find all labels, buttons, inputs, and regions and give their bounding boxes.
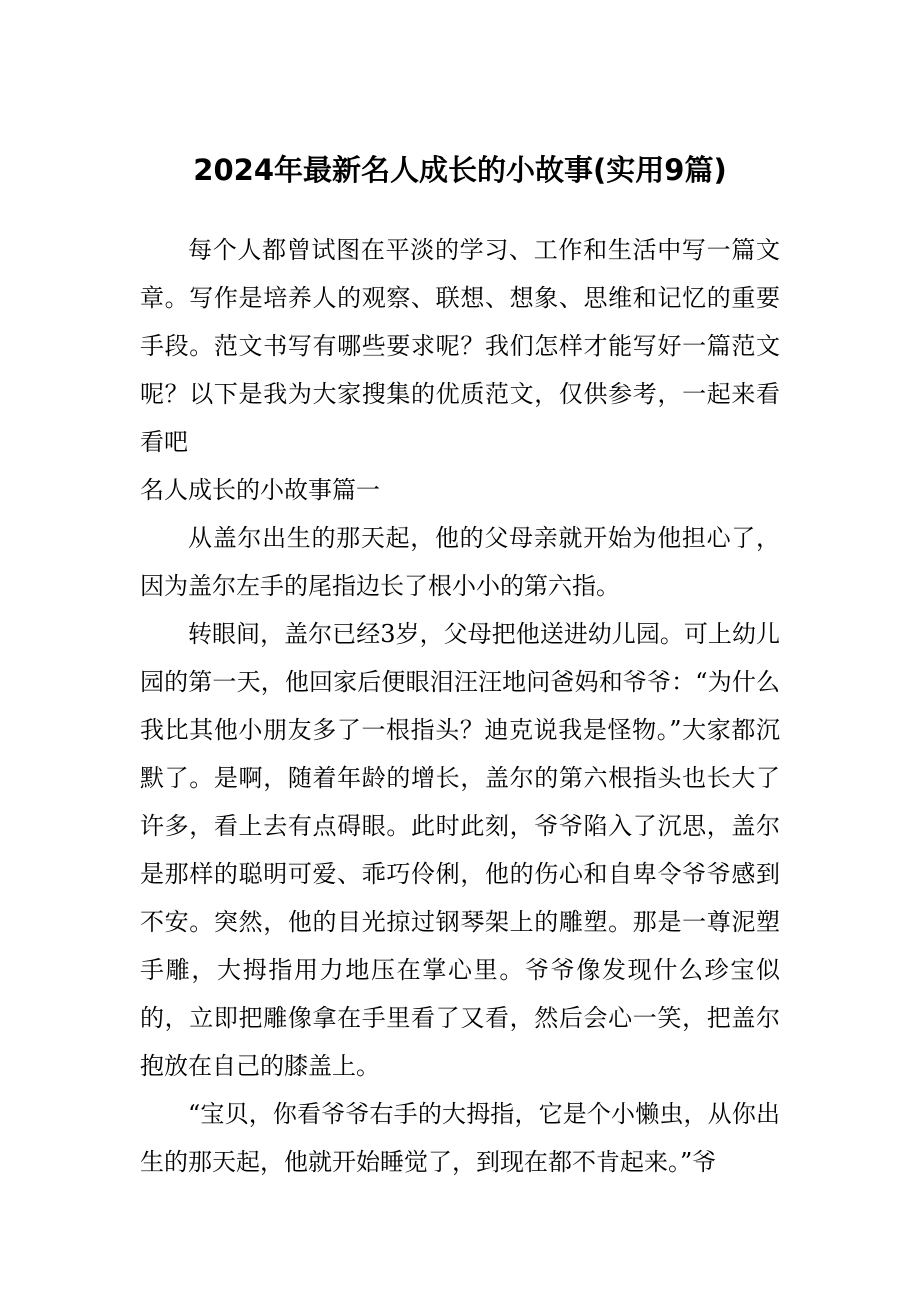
document-body xyxy=(140,226,780,1186)
body-paragraph-1: 从盖尔出生的那天起，他的父母亲就开始为他担心了，因为盖尔左手的尾指边长了根小小的第六指。 xyxy=(140,524,780,600)
intro-paragraph: 每个人都曾试图在平淡的学习、工作和生活中写一篇文章。写作是培养人的观察、联想、想象、思维和记忆的重要手段。范文书写有哪些要求呢？我们怎样才能写好一篇范文呢？以下是我为大家搜集的优质范文，仅供参考，一起来看看吧 xyxy=(140,236,780,456)
body-paragraph-2: 转眼间，盖尔已经3岁，父母把他送进幼儿园。可上幼儿园的第一天，他回家后便眼泪汪汪地问爸妈和爷爷：“为什么我比其他小朋友多了一根指头？迪克说我是怪物。”大家都沉默了。是啊，随着年龄的增长，盖尔的第六根指头也长大了许多，看上去有点碍眼。此时此刻，爷爷陷入了沉思，盖尔是那样的聪明可爱、乖巧伶俐，他的伤心和自卑令爷爷感到不安。突然，他的目光掠过钢琴架上的雕塑。那是一尊泥塑手雕，大拇指用力地压在掌心里。爷爷像发现什么珍宝似的，立即把雕像拿在手里看了又看，然后会心一笑，把盖尔抱放在自己的膝盖上。 xyxy=(140,620,780,1080)
body-paragraph-3: “宝贝，你看爷爷右手的大拇指，它是个小懒虫，从你出生的那天起，他就开始睡觉了，到现在都不肯起来。”爷 xyxy=(140,1100,780,1176)
section-heading: 名人成长的小故事篇一 xyxy=(140,476,380,504)
document-title: 2024年最新名人成长的小故事(实用9篇) xyxy=(193,153,727,187)
